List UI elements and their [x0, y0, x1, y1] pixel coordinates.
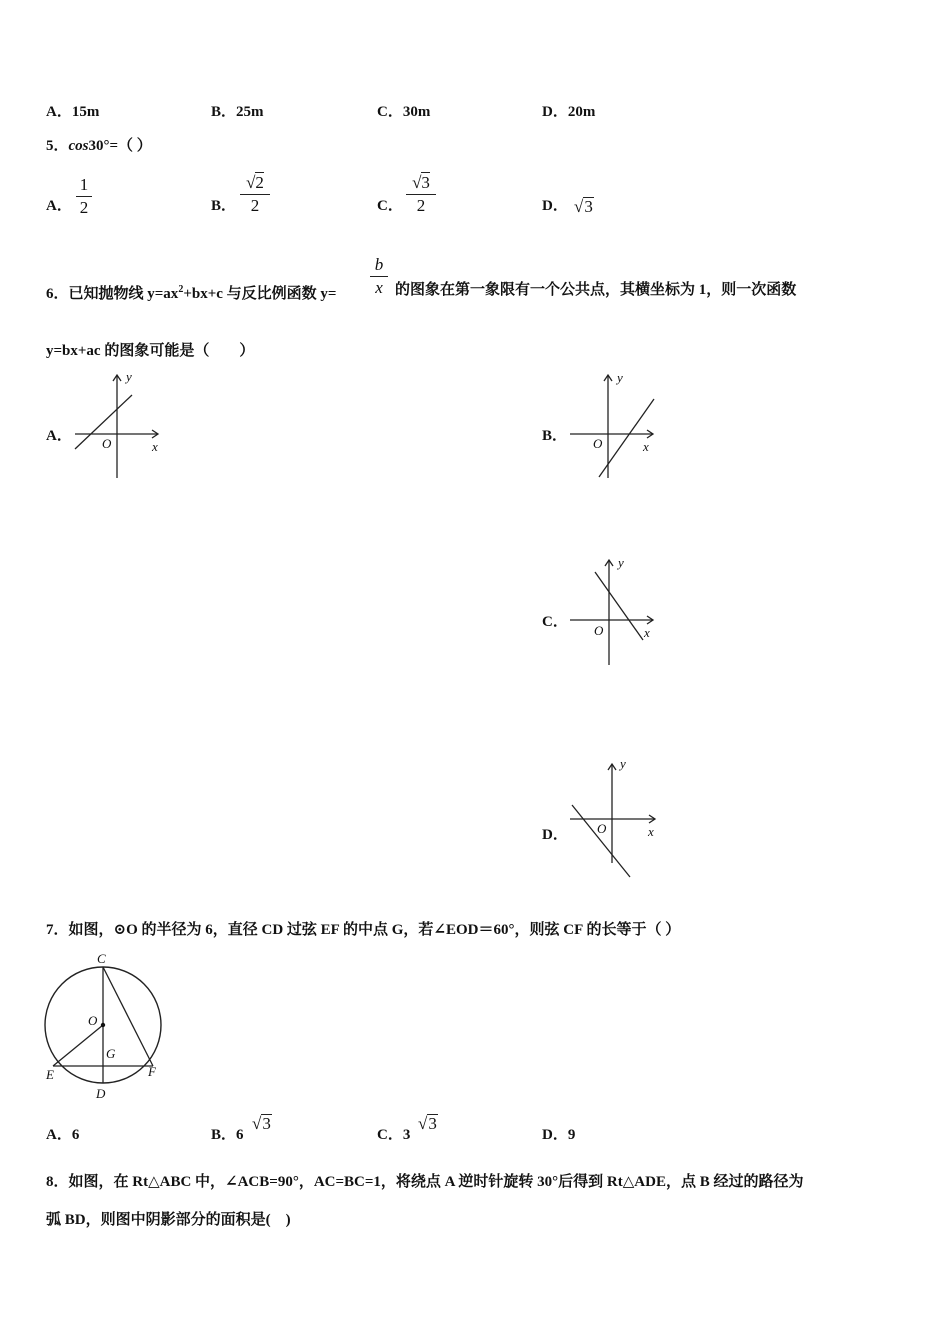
q6-option-d-letter: D． — [542, 827, 568, 843]
q5-option-b-letter: B． — [211, 198, 237, 214]
q5-option-b-fraction: √2 2 — [240, 173, 270, 216]
y-label: y — [617, 370, 623, 385]
q6-option-b-letter: B． — [542, 428, 568, 444]
q5-option-d-sqrt: √3 — [574, 197, 593, 216]
q5-option-a-fraction: 1 2 — [76, 175, 92, 218]
q7-stem: 7．如图，⊙O 的半径为 6，直径 CD 过弦 EF 的中点 G，若∠EOD＝60°，则弦 CF 的长等于（ ） — [46, 922, 681, 938]
x-label: x — [152, 439, 158, 454]
label-f: F — [148, 1064, 156, 1079]
q6-option-c-graph — [565, 555, 665, 670]
q8-stem-line2: 弧 BD，则图中阴影部分的面积是( ) — [46, 1212, 291, 1228]
q8-stem-line1: 8．如图，在 Rt△ABC 中，∠ACB=90°，AC=BC=1，将绕点 A 逆时针旋转 30°后得到 Rt△ADE，点 B 经过的路径为 — [46, 1174, 804, 1190]
q6-fraction-b-over-x: b x — [370, 255, 388, 298]
origin-label: O — [102, 436, 112, 451]
q6-stem-line1-end: 的图象在第一象限有一个公共点，其横坐标为 1，则一次函数 — [395, 282, 797, 298]
origin-label: O — [594, 623, 604, 638]
q5-option-c-fraction: √3 2 — [406, 173, 436, 216]
x-label: x — [648, 824, 654, 839]
function-line — [572, 805, 630, 877]
q6-option-b-graph — [565, 370, 665, 480]
y-label: y — [618, 555, 624, 570]
q4-option-a: A．15m — [46, 104, 100, 120]
q6-option-c-letter: C． — [542, 614, 568, 630]
q5-stem: 5．cos30°=（ ） — [46, 138, 152, 154]
q7-option-d: D．9 — [542, 1127, 576, 1143]
q7-option-c: C．3 — [377, 1127, 411, 1143]
q5-option-c-letter: C． — [377, 198, 403, 214]
q4-option-c: C．30m — [377, 104, 431, 120]
label-d: D — [96, 1086, 106, 1101]
q7-option-b: B．6 — [211, 1127, 244, 1143]
origin-label: O — [597, 821, 607, 836]
q5-option-d-letter: D． — [542, 198, 568, 214]
label-c: C — [97, 951, 106, 966]
q6-stem-line2: y=bx+ac 的图象可能是（ ） — [46, 343, 255, 359]
label-g: G — [106, 1046, 116, 1061]
y-label: y — [126, 369, 132, 384]
q7-circle-figure — [40, 948, 170, 1103]
q6-option-d-graph — [565, 755, 665, 880]
q6-stem-line1: 6．已知抛物线 $y=ax^2+bx+c$ 与反比例函数 y= — [46, 284, 337, 302]
q7-option-a: A．6 — [46, 1127, 80, 1143]
q6-option-a-letter: A． — [46, 428, 72, 444]
segment-oe — [53, 1025, 103, 1066]
q5-option-a-letter: A． — [46, 198, 72, 214]
center-point — [101, 1023, 105, 1027]
q6-option-a-graph — [70, 370, 170, 480]
function-line — [599, 399, 654, 477]
origin-label: O — [593, 436, 603, 451]
q4-option-b: B．25m — [211, 104, 264, 120]
label-o: O — [88, 1013, 98, 1028]
x-label: x — [643, 439, 649, 454]
q4-option-d: D．20m — [542, 104, 596, 120]
q7-option-c-sqrt: √3 — [418, 1114, 437, 1133]
q7-option-b-sqrt: √3 — [252, 1114, 271, 1133]
x-label: x — [644, 625, 650, 640]
y-label: y — [620, 756, 626, 771]
label-e: E — [46, 1067, 54, 1082]
